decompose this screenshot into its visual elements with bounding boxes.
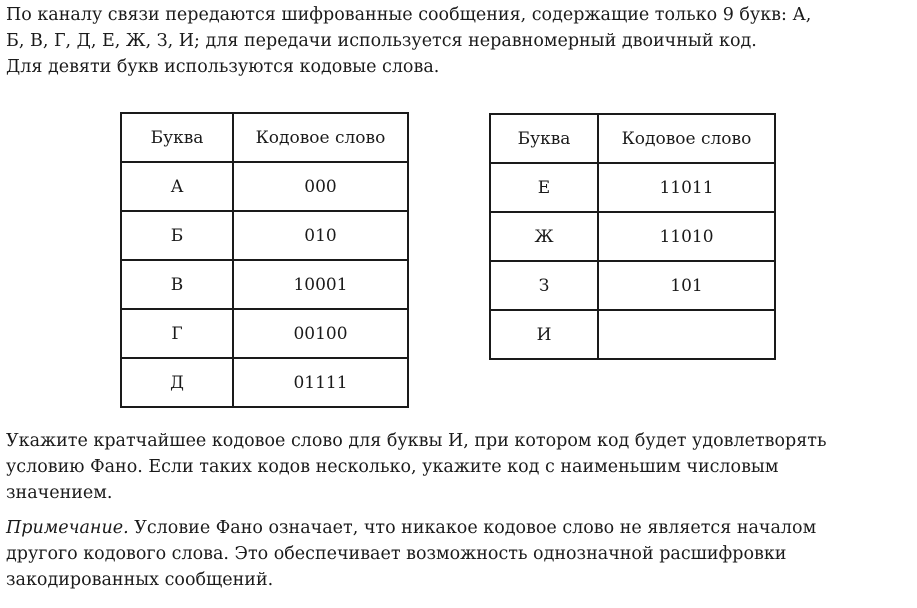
table-header-row (121, 113, 408, 162)
header-letter: Буква (121, 113, 233, 162)
letter-cell: Ж (490, 212, 598, 261)
code-table-right (489, 113, 776, 360)
task-line-1: Укажите кратчайшее кодовое слово для буквы И, при котором код будет удовлетворять (6, 431, 827, 451)
letter-cell: В (121, 260, 233, 309)
code-cell: 11011 (598, 163, 775, 212)
letter-cell: Б (121, 211, 233, 260)
note-text (6, 515, 906, 593)
letter-cell: И (490, 310, 598, 359)
code-cell: 00100 (233, 309, 408, 358)
code-cell: 010 (233, 211, 408, 260)
letter-cell: З (490, 261, 598, 310)
table-row (121, 309, 408, 358)
intro-line-1: По каналу связи передаются шифрованные сообщения, содержащие только 9 букв: А, (6, 5, 812, 25)
note-line-1: Условие Фано означает, что никакое кодовое слово не является началом (134, 518, 817, 538)
code-cell: 000 (233, 162, 408, 211)
code-cell: 01111 (233, 358, 408, 407)
table-row (121, 162, 408, 211)
problem-statement (6, 2, 906, 80)
table-row (121, 211, 408, 260)
code-cell-empty (598, 310, 775, 359)
table-row (490, 310, 775, 359)
intro-line-2: Б, В, Г, Д, Е, Ж, З, И; для передачи используется неравномерный двоичный код. (6, 31, 757, 51)
table-row (490, 261, 775, 310)
note-line-2: другого кодового слова. Это обеспечивает возможность однозначной расшифровки (6, 544, 787, 564)
note-label: Примечание. (6, 518, 129, 538)
table-row (490, 212, 775, 261)
code-cell: 10001 (233, 260, 408, 309)
letter-cell: А (121, 162, 233, 211)
code-cell: 11010 (598, 212, 775, 261)
table-header-row (490, 114, 775, 163)
task-line-3: значением. (6, 483, 113, 503)
note-line-3: закодированных сообщений. (6, 570, 274, 590)
intro-line-3: Для девяти букв используются кодовые слова. (6, 57, 440, 77)
letter-cell: Е (490, 163, 598, 212)
header-code: Кодовое слово (598, 114, 775, 163)
letter-cell: Д (121, 358, 233, 407)
code-table-left (120, 112, 409, 408)
task-line-2: условию Фано. Если таких кодов несколько, укажите код с наименьшим числовым (6, 457, 779, 477)
task-text (6, 428, 906, 506)
header-code: Кодовое слово (233, 113, 408, 162)
code-cell: 101 (598, 261, 775, 310)
letter-cell: Г (121, 309, 233, 358)
table-row (121, 358, 408, 407)
table-row (490, 163, 775, 212)
header-letter: Буква (490, 114, 598, 163)
table-row (121, 260, 408, 309)
